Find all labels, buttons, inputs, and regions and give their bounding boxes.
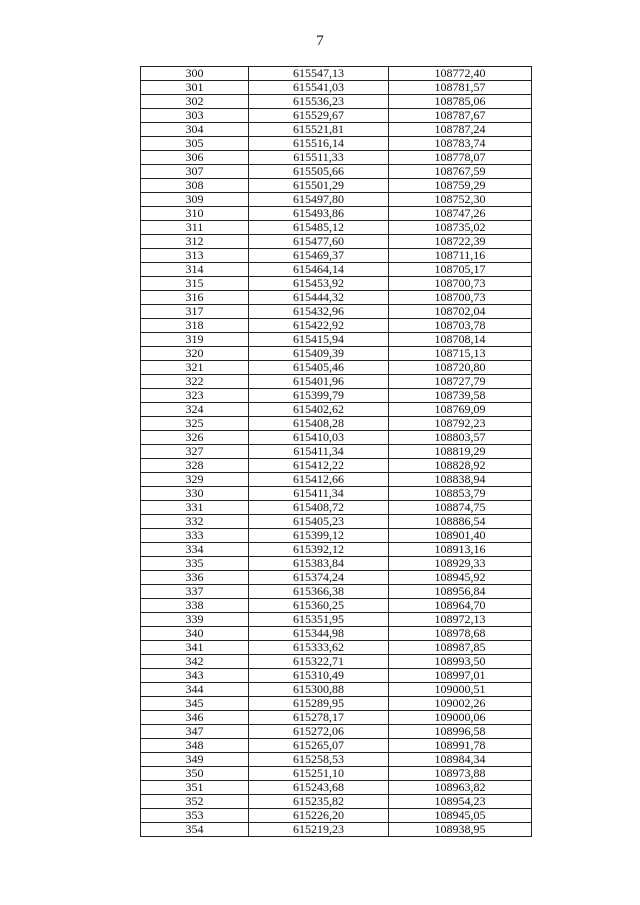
- x-coordinate-cell: 615333,62: [249, 641, 389, 655]
- y-coordinate-cell: 108819,29: [389, 445, 532, 459]
- x-coordinate-cell: 615374,24: [249, 571, 389, 585]
- y-coordinate-cell: 108973,88: [389, 767, 532, 781]
- y-coordinate-cell: 108722,39: [389, 235, 532, 249]
- y-coordinate-cell: 108700,73: [389, 291, 532, 305]
- table-row: [141, 95, 532, 109]
- point-number-cell: 353: [141, 809, 249, 823]
- x-coordinate-cell: 615485,12: [249, 221, 389, 235]
- y-coordinate-cell: 108929,33: [389, 557, 532, 571]
- table-row: [141, 683, 532, 697]
- y-coordinate-cell: 108702,04: [389, 305, 532, 319]
- x-coordinate-cell: 615392,12: [249, 543, 389, 557]
- table-row: [141, 277, 532, 291]
- x-coordinate-cell: 615351,95: [249, 613, 389, 627]
- y-coordinate-cell: 108767,59: [389, 165, 532, 179]
- y-coordinate-cell: 108739,58: [389, 389, 532, 403]
- x-coordinate-cell: 615415,94: [249, 333, 389, 347]
- x-coordinate-cell: 615505,66: [249, 165, 389, 179]
- point-number-cell: 351: [141, 781, 249, 795]
- table-row: [141, 459, 532, 473]
- point-number-cell: 326: [141, 431, 249, 445]
- point-number-cell: 317: [141, 305, 249, 319]
- table-row: [141, 417, 532, 431]
- table-row: [141, 249, 532, 263]
- point-number-cell: 352: [141, 795, 249, 809]
- table-row: [141, 585, 532, 599]
- table-row: [141, 641, 532, 655]
- x-coordinate-cell: 615360,25: [249, 599, 389, 613]
- x-coordinate-cell: 615521,81: [249, 123, 389, 137]
- table-row: [141, 109, 532, 123]
- y-coordinate-cell: 108787,67: [389, 109, 532, 123]
- table-row: [141, 557, 532, 571]
- x-coordinate-cell: 615408,72: [249, 501, 389, 515]
- x-coordinate-cell: 615235,82: [249, 795, 389, 809]
- x-coordinate-cell: 615300,88: [249, 683, 389, 697]
- y-coordinate-cell: 108772,40: [389, 67, 532, 81]
- table-row: [141, 221, 532, 235]
- point-number-cell: 340: [141, 627, 249, 641]
- y-coordinate-cell: 108703,78: [389, 319, 532, 333]
- table-row: [141, 543, 532, 557]
- table-row: [141, 235, 532, 249]
- y-coordinate-cell: 108781,57: [389, 81, 532, 95]
- x-coordinate-cell: 615411,34: [249, 487, 389, 501]
- x-coordinate-cell: 615547,13: [249, 67, 389, 81]
- table-row: [141, 151, 532, 165]
- y-coordinate-cell: 108769,09: [389, 403, 532, 417]
- point-number-cell: 350: [141, 767, 249, 781]
- table-row: [141, 711, 532, 725]
- x-coordinate-cell: 615399,12: [249, 529, 389, 543]
- table-row: [141, 333, 532, 347]
- y-coordinate-cell: 108978,68: [389, 627, 532, 641]
- y-coordinate-cell: 108708,14: [389, 333, 532, 347]
- point-number-cell: 335: [141, 557, 249, 571]
- table-row: [141, 193, 532, 207]
- table-row: [141, 697, 532, 711]
- y-coordinate-cell: 108792,23: [389, 417, 532, 431]
- x-coordinate-cell: 615219,23: [249, 823, 389, 837]
- table-row: [141, 375, 532, 389]
- x-coordinate-cell: 615410,03: [249, 431, 389, 445]
- y-coordinate-cell: 108803,57: [389, 431, 532, 445]
- point-number-cell: 307: [141, 165, 249, 179]
- y-coordinate-cell: 108964,70: [389, 599, 532, 613]
- point-number-cell: 302: [141, 95, 249, 109]
- coordinates-table: [140, 66, 532, 837]
- point-number-cell: 308: [141, 179, 249, 193]
- y-coordinate-cell: 108711,16: [389, 249, 532, 263]
- table-row: [141, 403, 532, 417]
- y-coordinate-cell: 108828,92: [389, 459, 532, 473]
- y-coordinate-cell: 108787,24: [389, 123, 532, 137]
- point-number-cell: 318: [141, 319, 249, 333]
- y-coordinate-cell: 108938,95: [389, 823, 532, 837]
- point-number-cell: 337: [141, 585, 249, 599]
- x-coordinate-cell: 615541,03: [249, 81, 389, 95]
- x-coordinate-cell: 615493,86: [249, 207, 389, 221]
- point-number-cell: 311: [141, 221, 249, 235]
- y-coordinate-cell: 108913,16: [389, 543, 532, 557]
- y-coordinate-cell: 108945,92: [389, 571, 532, 585]
- point-number-cell: 332: [141, 515, 249, 529]
- table-row: [141, 669, 532, 683]
- point-number-cell: 303: [141, 109, 249, 123]
- point-number-cell: 333: [141, 529, 249, 543]
- point-number-cell: 315: [141, 277, 249, 291]
- point-number-cell: 300: [141, 67, 249, 81]
- point-number-cell: 301: [141, 81, 249, 95]
- y-coordinate-cell: 108853,79: [389, 487, 532, 501]
- y-coordinate-cell: 108997,01: [389, 669, 532, 683]
- x-coordinate-cell: 615402,62: [249, 403, 389, 417]
- y-coordinate-cell: 108956,84: [389, 585, 532, 599]
- table-row: [141, 473, 532, 487]
- point-number-cell: 328: [141, 459, 249, 473]
- point-number-cell: 336: [141, 571, 249, 585]
- x-coordinate-cell: 615422,92: [249, 319, 389, 333]
- x-coordinate-cell: 615497,80: [249, 193, 389, 207]
- y-coordinate-cell: 108954,23: [389, 795, 532, 809]
- y-coordinate-cell: 108778,07: [389, 151, 532, 165]
- point-number-cell: 312: [141, 235, 249, 249]
- table-row: [141, 123, 532, 137]
- x-coordinate-cell: 615289,95: [249, 697, 389, 711]
- y-coordinate-cell: 109000,06: [389, 711, 532, 725]
- table-row: [141, 613, 532, 627]
- point-number-cell: 345: [141, 697, 249, 711]
- y-coordinate-cell: 108715,13: [389, 347, 532, 361]
- point-number-cell: 306: [141, 151, 249, 165]
- x-coordinate-cell: 615251,10: [249, 767, 389, 781]
- point-number-cell: 344: [141, 683, 249, 697]
- y-coordinate-cell: 108727,79: [389, 375, 532, 389]
- point-number-cell: 330: [141, 487, 249, 501]
- point-number-cell: 304: [141, 123, 249, 137]
- y-coordinate-cell: 108901,40: [389, 529, 532, 543]
- y-coordinate-cell: 108705,17: [389, 263, 532, 277]
- x-coordinate-cell: 615243,68: [249, 781, 389, 795]
- x-coordinate-cell: 615411,34: [249, 445, 389, 459]
- table-row: [141, 487, 532, 501]
- point-number-cell: 305: [141, 137, 249, 151]
- table-row: [141, 389, 532, 403]
- x-coordinate-cell: 615310,49: [249, 669, 389, 683]
- x-coordinate-cell: 615383,84: [249, 557, 389, 571]
- x-coordinate-cell: 615405,46: [249, 361, 389, 375]
- y-coordinate-cell: 109002,26: [389, 697, 532, 711]
- point-number-cell: 331: [141, 501, 249, 515]
- x-coordinate-cell: 615444,32: [249, 291, 389, 305]
- y-coordinate-cell: 108993,50: [389, 655, 532, 669]
- x-coordinate-cell: 615412,66: [249, 473, 389, 487]
- x-coordinate-cell: 615265,07: [249, 739, 389, 753]
- point-number-cell: 324: [141, 403, 249, 417]
- point-number-cell: 314: [141, 263, 249, 277]
- y-coordinate-cell: 108759,29: [389, 179, 532, 193]
- table-row: [141, 571, 532, 585]
- x-coordinate-cell: 615511,33: [249, 151, 389, 165]
- table-row: [141, 179, 532, 193]
- y-coordinate-cell: 108783,74: [389, 137, 532, 151]
- table-row: [141, 165, 532, 179]
- x-coordinate-cell: 615469,37: [249, 249, 389, 263]
- table-row: [141, 627, 532, 641]
- table-row: [141, 81, 532, 95]
- y-coordinate-cell: 108874,75: [389, 501, 532, 515]
- y-coordinate-cell: 108984,34: [389, 753, 532, 767]
- y-coordinate-cell: 108987,85: [389, 641, 532, 655]
- x-coordinate-cell: 615529,67: [249, 109, 389, 123]
- y-coordinate-cell: 108747,26: [389, 207, 532, 221]
- x-coordinate-cell: 615536,23: [249, 95, 389, 109]
- x-coordinate-cell: 615258,53: [249, 753, 389, 767]
- x-coordinate-cell: 615453,92: [249, 277, 389, 291]
- y-coordinate-cell: 108996,58: [389, 725, 532, 739]
- x-coordinate-cell: 615344,98: [249, 627, 389, 641]
- x-coordinate-cell: 615401,96: [249, 375, 389, 389]
- table-row: [141, 515, 532, 529]
- table-row: [141, 781, 532, 795]
- table-row: [141, 445, 532, 459]
- x-coordinate-cell: 615322,71: [249, 655, 389, 669]
- point-number-cell: 321: [141, 361, 249, 375]
- point-number-cell: 348: [141, 739, 249, 753]
- y-coordinate-cell: 108838,94: [389, 473, 532, 487]
- table-row: [141, 725, 532, 739]
- table-row: [141, 361, 532, 375]
- y-coordinate-cell: 108735,02: [389, 221, 532, 235]
- point-number-cell: 341: [141, 641, 249, 655]
- table-row: [141, 655, 532, 669]
- y-coordinate-cell: 108972,13: [389, 613, 532, 627]
- point-number-cell: 319: [141, 333, 249, 347]
- point-number-cell: 316: [141, 291, 249, 305]
- table-row: [141, 823, 532, 837]
- table-row: [141, 291, 532, 305]
- table-row: [141, 431, 532, 445]
- y-coordinate-cell: 108752,30: [389, 193, 532, 207]
- table-row: [141, 599, 532, 613]
- point-number-cell: 327: [141, 445, 249, 459]
- point-number-cell: 329: [141, 473, 249, 487]
- table-row: [141, 263, 532, 277]
- table-row: [141, 809, 532, 823]
- point-number-cell: 342: [141, 655, 249, 669]
- x-coordinate-cell: 615408,28: [249, 417, 389, 431]
- y-coordinate-cell: 108886,54: [389, 515, 532, 529]
- point-number-cell: 320: [141, 347, 249, 361]
- point-number-cell: 310: [141, 207, 249, 221]
- table-row: [141, 795, 532, 809]
- y-coordinate-cell: 109000,51: [389, 683, 532, 697]
- point-number-cell: 309: [141, 193, 249, 207]
- x-coordinate-cell: 615409,39: [249, 347, 389, 361]
- x-coordinate-cell: 615477,60: [249, 235, 389, 249]
- table-row: [141, 67, 532, 81]
- table-row: [141, 305, 532, 319]
- point-number-cell: 349: [141, 753, 249, 767]
- x-coordinate-cell: 615366,38: [249, 585, 389, 599]
- x-coordinate-cell: 615278,17: [249, 711, 389, 725]
- point-number-cell: 313: [141, 249, 249, 263]
- x-coordinate-cell: 615464,14: [249, 263, 389, 277]
- point-number-cell: 339: [141, 613, 249, 627]
- table-row: [141, 319, 532, 333]
- y-coordinate-cell: 108963,82: [389, 781, 532, 795]
- y-coordinate-cell: 108785,06: [389, 95, 532, 109]
- table-row: [141, 347, 532, 361]
- y-coordinate-cell: 108720,80: [389, 361, 532, 375]
- x-coordinate-cell: 615412,22: [249, 459, 389, 473]
- page-number: 7: [316, 33, 324, 49]
- coordinates-table-body: [141, 67, 532, 837]
- y-coordinate-cell: 108945,05: [389, 809, 532, 823]
- x-coordinate-cell: 615501,29: [249, 179, 389, 193]
- point-number-cell: 325: [141, 417, 249, 431]
- x-coordinate-cell: 615226,20: [249, 809, 389, 823]
- point-number-cell: 346: [141, 711, 249, 725]
- point-number-cell: 347: [141, 725, 249, 739]
- table-row: [141, 137, 532, 151]
- point-number-cell: 343: [141, 669, 249, 683]
- table-row: [141, 207, 532, 221]
- y-coordinate-cell: 108700,73: [389, 277, 532, 291]
- table-row: [141, 739, 532, 753]
- point-number-cell: 354: [141, 823, 249, 837]
- x-coordinate-cell: 615399,79: [249, 389, 389, 403]
- point-number-cell: 322: [141, 375, 249, 389]
- x-coordinate-cell: 615432,96: [249, 305, 389, 319]
- x-coordinate-cell: 615516,14: [249, 137, 389, 151]
- point-number-cell: 338: [141, 599, 249, 613]
- x-coordinate-cell: 615405,23: [249, 515, 389, 529]
- table-row: [141, 501, 532, 515]
- point-number-cell: 334: [141, 543, 249, 557]
- y-coordinate-cell: 108991,78: [389, 739, 532, 753]
- point-number-cell: 323: [141, 389, 249, 403]
- x-coordinate-cell: 615272,06: [249, 725, 389, 739]
- table-row: [141, 767, 532, 781]
- table-row: [141, 753, 532, 767]
- table-row: [141, 529, 532, 543]
